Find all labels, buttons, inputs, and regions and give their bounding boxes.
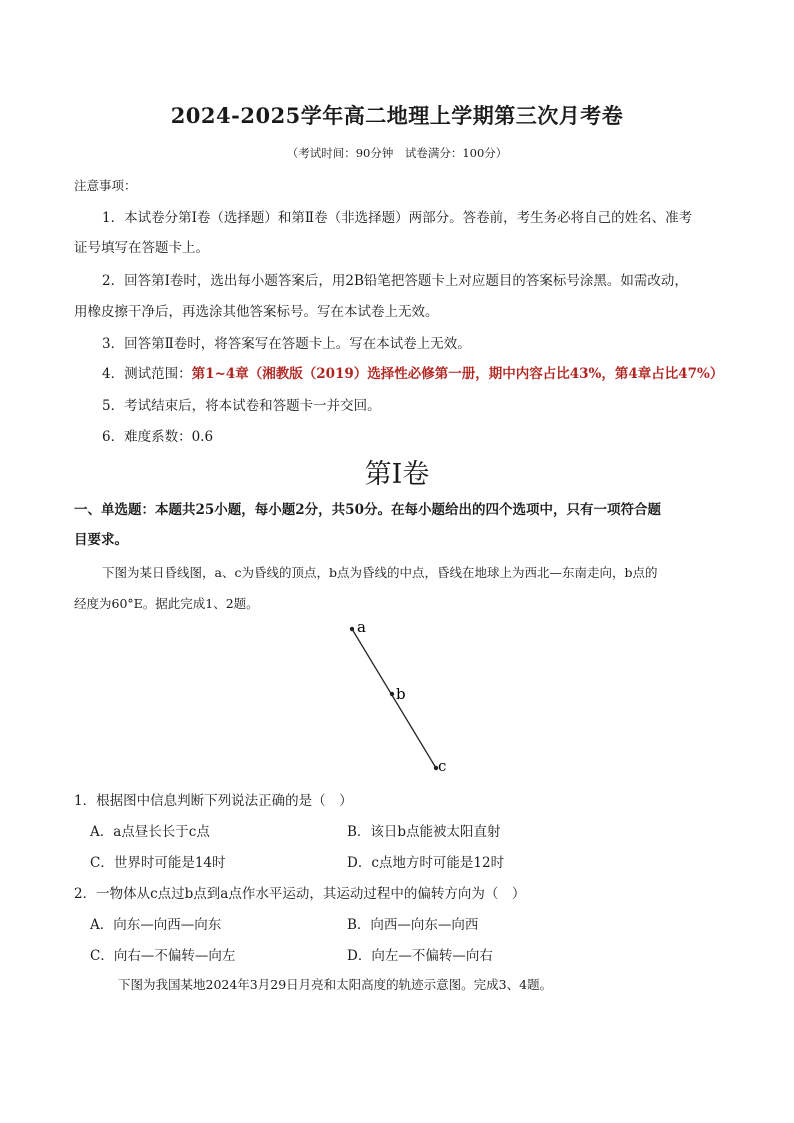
note-3: 3．回答第Ⅱ卷时，将答案写在答题卡上。写在本试卷上无效。 — [102, 336, 471, 352]
question-1-stem: 1．根据图中信息判断下列说法正确的是（ ） — [74, 793, 353, 809]
question-1-option-c[interactable]: C．世界时可能是14时 — [90, 855, 226, 871]
note-1-line-2: 证号填写在答题卡上。 — [74, 240, 209, 256]
section-instruction-line-1: 一、单选题：本题共25小题，每小题2分，共50分。在每小题给出的四个选项中，只有一项符合题 — [74, 502, 661, 518]
section-title: 第Ⅰ卷 — [364, 459, 430, 490]
question-1-option-b[interactable]: B．该日b点能被太阳直射 — [347, 824, 501, 840]
dusk-line-figure — [330, 612, 460, 782]
material-2-line-1: 下图为我国某地2024年3月29日月亮和太阳高度的轨迹示意图。完成3、4题。 — [118, 977, 553, 992]
note-6: 6．难度系数：0.6 — [102, 429, 214, 445]
question-2-option-a[interactable]: A．向东—向西—向东 — [90, 917, 222, 933]
point-b — [390, 692, 394, 696]
question-2-option-d[interactable]: D．向左—不偏转—向右 — [347, 948, 493, 964]
question-2-option-c[interactable]: C．向右—不偏转—向左 — [90, 948, 236, 964]
question-2-option-b[interactable]: B．向西—向东—向西 — [347, 917, 479, 933]
question-1-option-d[interactable]: D．c点地方时可能是12时 — [347, 855, 505, 871]
exam-subtitle: （考试时间：90分钟 试卷满分：100分） — [286, 146, 508, 160]
label-a: a — [357, 618, 366, 636]
note-4-prefix: 4．测试范围： — [102, 366, 192, 382]
note-4-scope: 第1~4章（湘教版（2019）选择性必修第一册，期中内容占比43%，第4章占比47%） — [191, 366, 724, 382]
label-b: b — [396, 685, 406, 703]
exam-title: 2024-2025学年高二地理上学期第三次月考卷 — [170, 103, 624, 128]
section-instruction-line-2: 目要求。 — [74, 532, 128, 548]
point-a — [350, 627, 354, 631]
question-1-option-a[interactable]: A．a点昼长长于c点 — [90, 824, 210, 840]
note-2-line-2: 用橡皮擦干净后，再选涂其他答案标号。写在本试卷上无效。 — [74, 304, 439, 320]
note-2-line-1: 2．回答第Ⅰ卷时，选出每小题答案后，用2B铅笔把答题卡上对应题目的答案标号涂黑。如需改动， — [102, 273, 688, 289]
note-4 — [102, 362, 723, 382]
notes-heading: 注意事项： — [74, 178, 137, 193]
material-1-line-2: 经度为60°E。据此完成1、2题。 — [74, 596, 259, 611]
material-1-line-1: 下图为某日昏线图，a、c为昏线的顶点，b点为昏线的中点，昏线在地球上为西北—东南走向，b点的 — [102, 565, 658, 580]
dusk-line — [352, 629, 436, 768]
note-1-line-1: 1．本试卷分第Ⅰ卷（选择题）和第Ⅱ卷（非选择题）两部分。答卷前，考生务必将自己的姓名、准考 — [102, 210, 693, 226]
note-5: 5．考试结束后，将本试卷和答题卡一并交回。 — [102, 398, 381, 414]
question-2-stem: 2．一物体从c点过b点到a点作水平运动，其运动过程中的偏转方向为（ ） — [74, 886, 526, 902]
label-c: c — [438, 757, 447, 775]
